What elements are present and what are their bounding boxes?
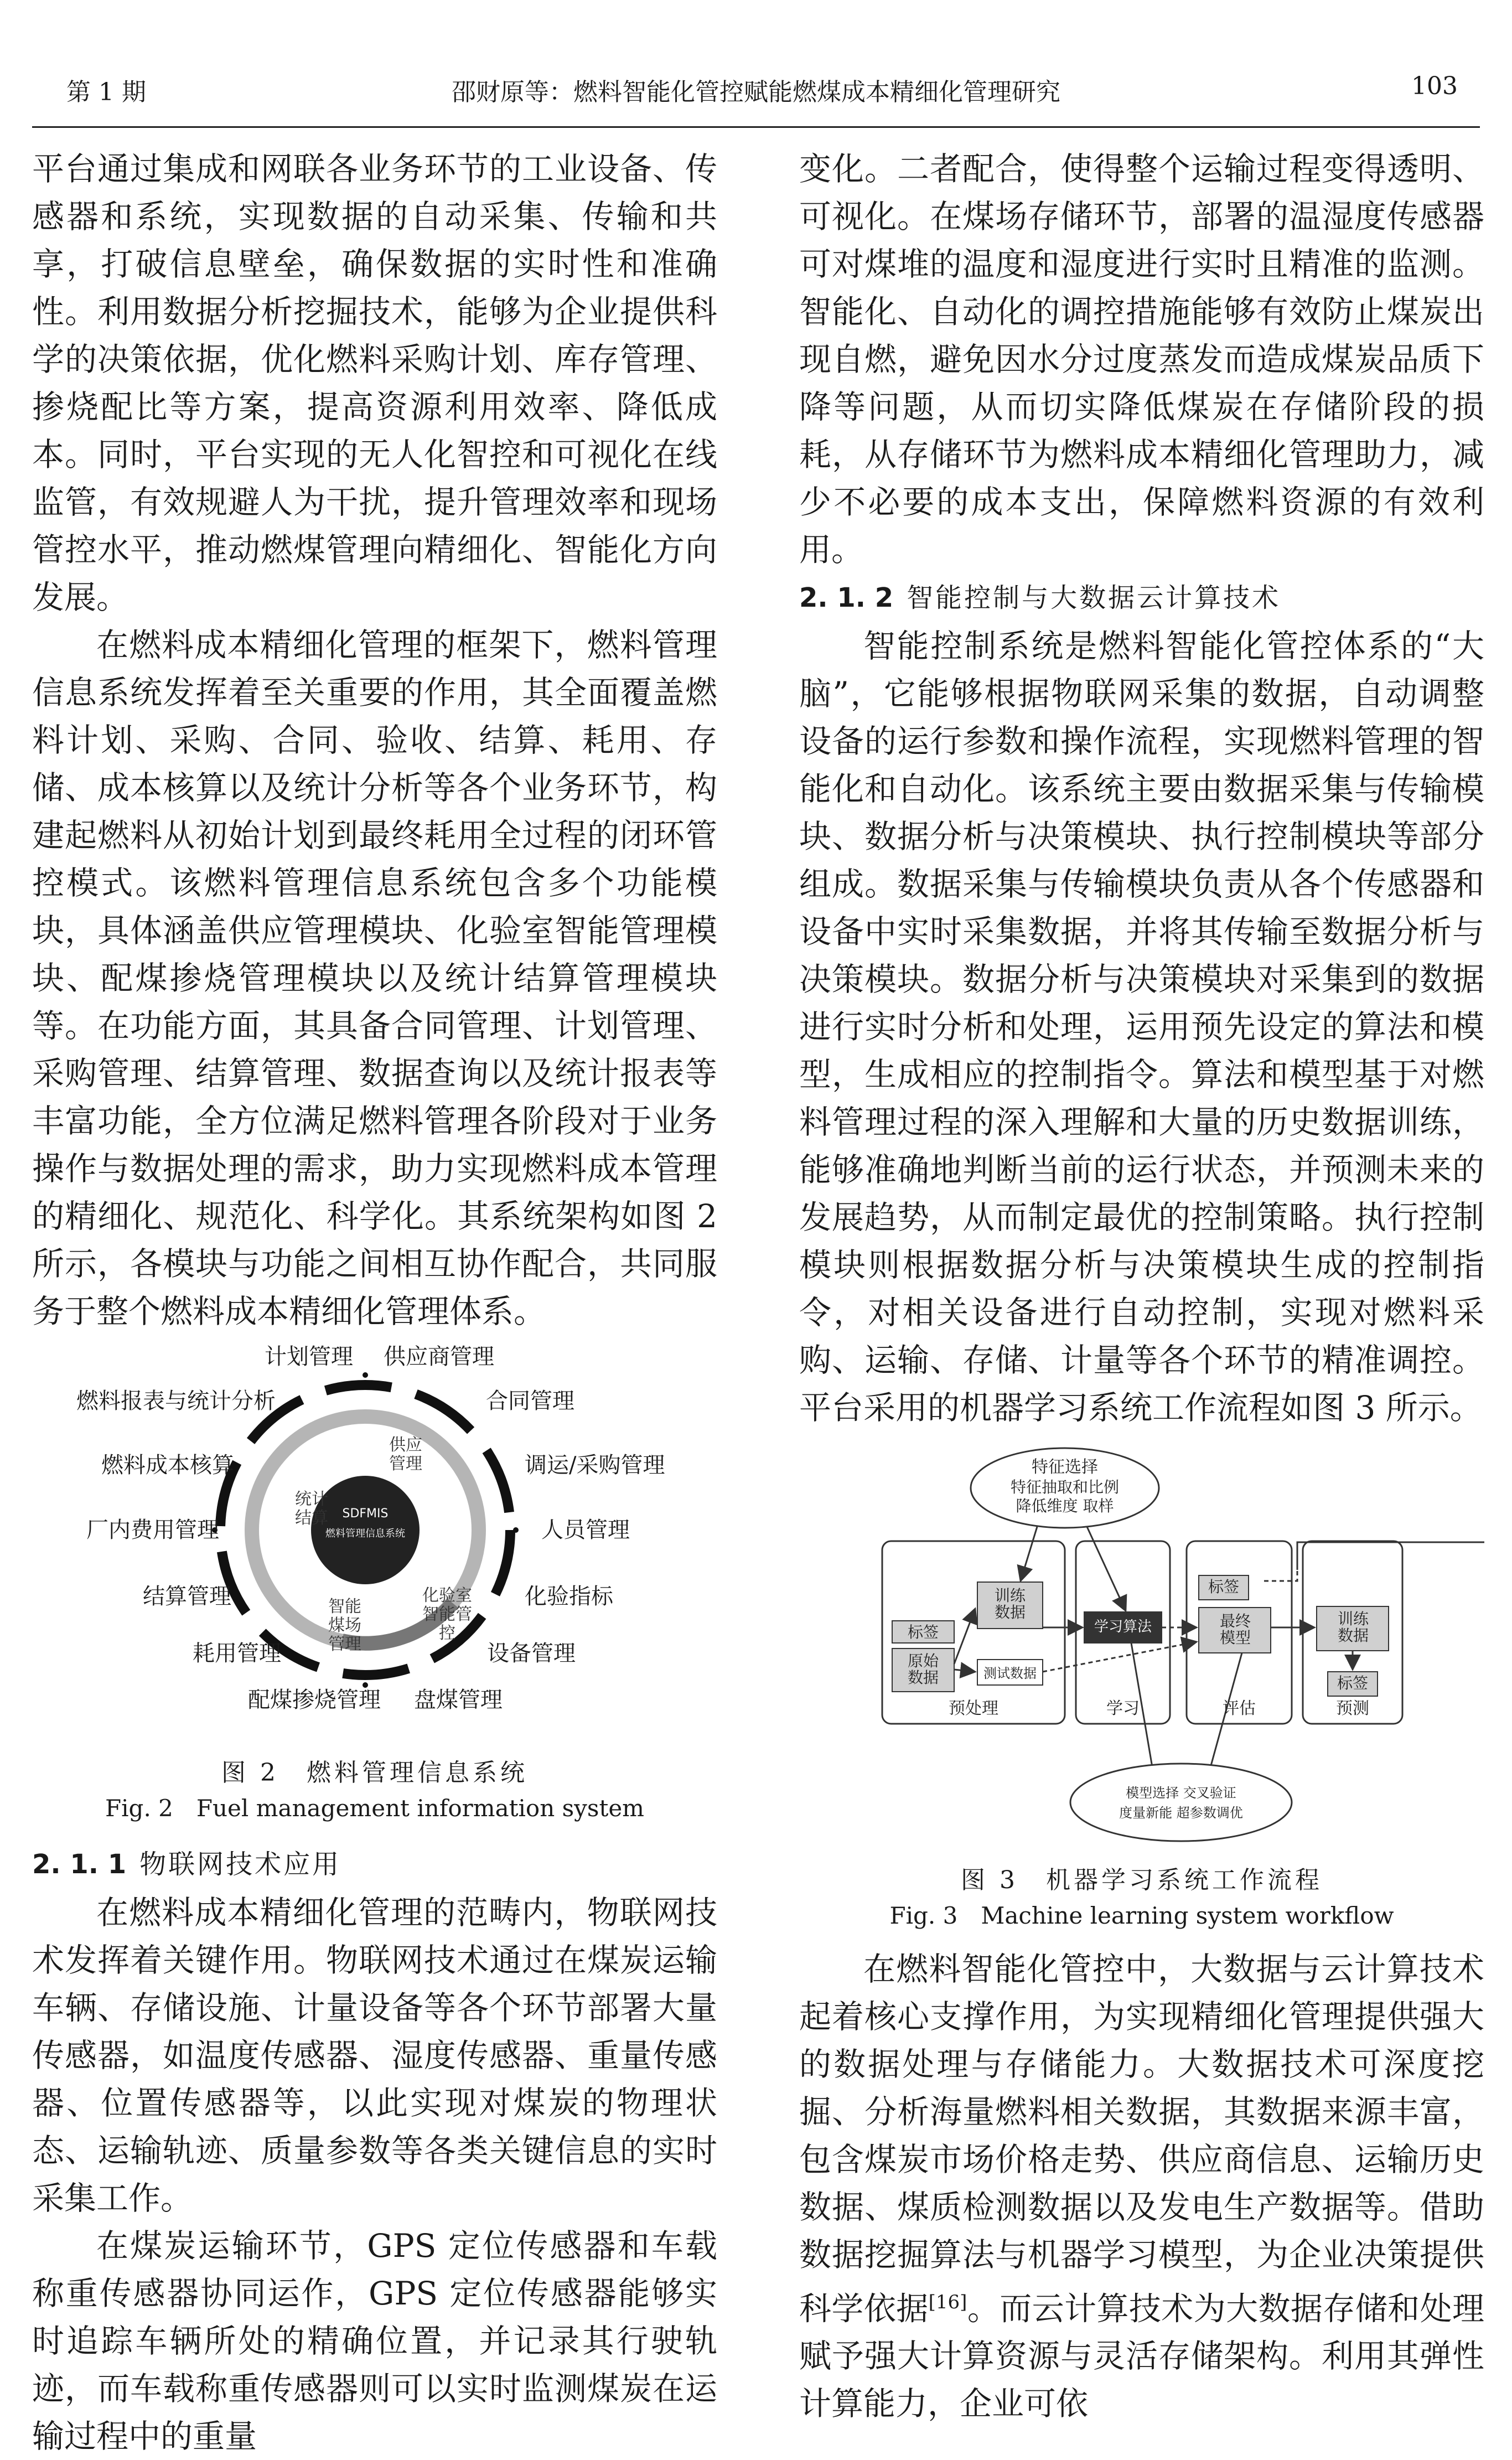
label-plant-expense: 厂内费用管理 xyxy=(86,1517,219,1543)
label-personnel: 人员管理 xyxy=(541,1517,630,1543)
inner-module-settlement: 统计结算 xyxy=(295,1490,328,1528)
section-title: 物联网技术应用 xyxy=(139,1849,341,1880)
bubble-line-2: 特征抽取和比例 xyxy=(1010,1478,1119,1496)
center-title: SDFMIS xyxy=(342,1507,389,1521)
bottom-bubble-line-2: 度量新能 超参数调优 xyxy=(1119,1805,1243,1821)
label-equipment: 设备管理 xyxy=(487,1641,576,1666)
citation: [16] xyxy=(928,2291,967,2313)
inner-module-supply: 供应管理 xyxy=(389,1435,422,1474)
section-heading-2-1-1 xyxy=(32,1840,717,1889)
page-number: 103 xyxy=(1411,72,1458,100)
figure-2-caption-en: Fig. 2 Fuel management information system xyxy=(105,1795,645,1822)
label-assay: 化验指标 xyxy=(525,1584,613,1609)
label-contract: 合同管理 xyxy=(486,1388,574,1414)
box-final-model-text: 最终模型 xyxy=(1219,1612,1251,1647)
section-number: 2. 1. 2 xyxy=(799,582,894,613)
label-supplier: 供应商管理 xyxy=(384,1344,494,1369)
paragraph: 在燃料成本精细化管理的范畴内，物联网技术发挥着关键作用。物联网技术通过在煤炭运输车辆、存储设施、计量设备等各个环节部署大量传感器，如温度传感器、湿度传感器、重量传感器、位置传感器等，以此实现对煤炭的物理状态、运输轨迹、质量参数等各类关键信息的实时采集工作。 xyxy=(32,1894,717,2217)
box-pred-train-data-text: 训练数据 xyxy=(1337,1610,1369,1645)
figure-3-caption-en: Fig. 3 Machine learning system workflow xyxy=(889,1902,1394,1929)
figure-2-caption-cn: 图 2 燃料管理信息系统 xyxy=(221,1759,528,1787)
stage-label-prediction: 预测 xyxy=(1336,1699,1369,1718)
page-header xyxy=(32,72,1480,127)
stage-label-learning: 学习 xyxy=(1106,1699,1140,1718)
model-selection-bubble xyxy=(1070,1764,1292,1841)
label-settlement: 结算管理 xyxy=(143,1584,231,1609)
right-column xyxy=(799,145,1484,2427)
figure-3-caption-cn: 图 3 机器学习系统工作流程 xyxy=(961,1866,1323,1894)
label-inventory: 盘煤管理 xyxy=(414,1687,503,1713)
box-learning-algorithm-text: 学习算法 xyxy=(1094,1619,1152,1635)
bubble-line-1: 特征选择 xyxy=(1032,1458,1098,1477)
paragraph: 在煤炭运输环节，GPS 定位传感器和车载称重传感器协同运作，GPS 定位传感器能够实时追踪车辆所处的精确位置，并记录其行驶轨迹，而车载称重传感器则可以实时监测煤炭在运输过程中的重量 xyxy=(32,2227,717,2455)
stage-label-preprocess: 预处理 xyxy=(949,1699,998,1718)
paragraph: 智能控制系统是燃料智能化管控体系的“大脑”，它能够根据物联网采集的数据，自动调整设备的运行参数和操作流程，实现燃料管理的智能化和自动化。该系统主要由数据采集与传输模块、数据分析与决策模块、执行控制模块等部分组成。数据采集与传输模块负责从各个传感器和设备中实时采集数据，并将其传输至数据分析与决策模块。数据分析与决策模块对采集到的数据进行实时分析和处理，运用预先设定的算法和模型，生成相应的控制指令。算法和模型基于对燃料管理过程的深入理解和大量的历史数据训练，能够准确地判断当前的运行状态，并预测未来的发展趋势，从而制定最优的控制策略。执行控制模块则根据数据分析与决策模块生成的控制指令，对相关设备进行自动控制，实现对燃料采购、运输、存储、计量等各个环节的精准调控。平台采用的机器学习系统工作流程如图 3 所示。 xyxy=(799,627,1484,1427)
box-train-data-text: 训练数据 xyxy=(994,1586,1026,1621)
figure-3 xyxy=(799,1443,1484,1935)
label-cost-accounting: 燃料成本核算 xyxy=(101,1453,234,1478)
paragraph-text: 。而云计算技术为大数据存储和处理赋予强大计算资源与灵活存储架构。利用其弹性计算能力，企业可依 xyxy=(799,2290,1484,2423)
inner-module-lab: 化验室智能管控 xyxy=(422,1586,472,1643)
section-title: 智能控制与大数据云计算技术 xyxy=(907,582,1281,613)
box-pred-label-text: 标签 xyxy=(1337,1674,1368,1692)
left-column xyxy=(32,145,717,2460)
box-raw-data-text: 原始数据 xyxy=(907,1652,939,1687)
label-plan: 计划管理 xyxy=(265,1344,353,1369)
running-title: 邵财原等：燃料智能化管控赋能燃煤成本精细化管理研究 xyxy=(452,78,1060,106)
journal-issue: 第 1 期 xyxy=(66,78,146,106)
paragraph-text: 在燃料智能化管控中，大数据与云计算技术起着核心支撑作用，为实现精细化管理提供强大的数据处理与存储能力。大数据技术可深度挖掘、分析海量燃料相关数据，其数据来源丰富，包含煤炭市场价格走势、供应商信息、运输历史数据、煤质检测数据以及发电生产数据等。借助数据挖掘算法与机器学习模型，为企业决策提供科学依据 xyxy=(799,1950,1484,2328)
box-test-data-text: 测试数据 xyxy=(983,1666,1037,1681)
box-label-text: 标签 xyxy=(907,1623,939,1641)
box-eval-label-text: 标签 xyxy=(1208,1578,1239,1596)
bubble-line-3: 降低维度 取样 xyxy=(1016,1497,1114,1515)
label-reports: 燃料报表与统计分析 xyxy=(76,1388,276,1414)
label-consumption: 耗用管理 xyxy=(193,1641,281,1666)
header-rule xyxy=(32,126,1480,128)
paragraph: 平台通过集成和网联各业务环节的工业设备、传感器和系统，实现数据的自动采集、传输和共享，打破信息壁垒，确保数据的实时性和准确性。利用数据分析挖掘技术，能够为企业提供科学的决策依据，优化燃料采购计划、库存管理、掺烧配比等方案，提高资源利用效率、降低成本。同时，平台实现的无人化智控和可视化在线监管，有效规避人为干扰，提升管理效率和现场管控水平，推动燃煤管理向精细化、智能化方向发展。 xyxy=(32,150,717,616)
section-heading-2-1-2 xyxy=(799,573,1484,622)
paragraph: 变化。二者配合，使得整个运输过程变得透明、可视化。在煤场存储环节，部署的温湿度传感器可对煤堆的温度和湿度进行实时且精准的监测。智能化、自动化的调控措施能够有效防止煤炭出现自燃，避免因水分过度蒸发而造成煤炭品质下降等问题，从而切实降低煤炭在存储阶段的损耗，从存储环节为燃料成本精细化管理助力，减少不必要的成本支出，保障燃料资源的有效利用。 xyxy=(799,150,1484,569)
center-subtitle: 燃料管理信息系统 xyxy=(325,1528,405,1539)
figure-2 xyxy=(32,1343,717,1830)
paragraph xyxy=(799,1945,1484,2427)
paragraph: 在燃料成本精细化管理的框架下，燃料管理信息系统发挥着至关重要的作用，其全面覆盖燃料计划、采购、合同、验收、结算、耗用、存储、成本核算以及统计分析等各个业务环节，构建起燃料从初始计划到最终耗用全过程的闭环管控模式。该燃料管理信息系统包含多个功能模块，具体涵盖供应管理模块、化验室智能管理模块、配煤掺烧管理模块以及统计结算管理模块等。在功能方面，其具备合同管理、计划管理、采购管理、结算管理、数据查询以及统计报表等丰富功能，全方位满足燃料管理各阶段对于业务操作与数据处理的需求，助力实现燃料成本管理的精细化、规范化、科学化。其系统架构如图 2 所示，各模块与功能之间相互协作配合，共同服务于整个燃料成本精细化管理体系。 xyxy=(32,626,717,1330)
label-transport: 调运/采购管理 xyxy=(525,1453,665,1478)
label-blending: 配煤掺烧管理 xyxy=(248,1687,381,1713)
bottom-bubble-line-1: 模型选择 交叉验证 xyxy=(1126,1785,1236,1801)
stage-label-evaluation: 评估 xyxy=(1223,1699,1256,1718)
section-number: 2. 1. 1 xyxy=(32,1849,127,1880)
inner-module-coalyard: 智能煤场管理 xyxy=(328,1597,361,1654)
